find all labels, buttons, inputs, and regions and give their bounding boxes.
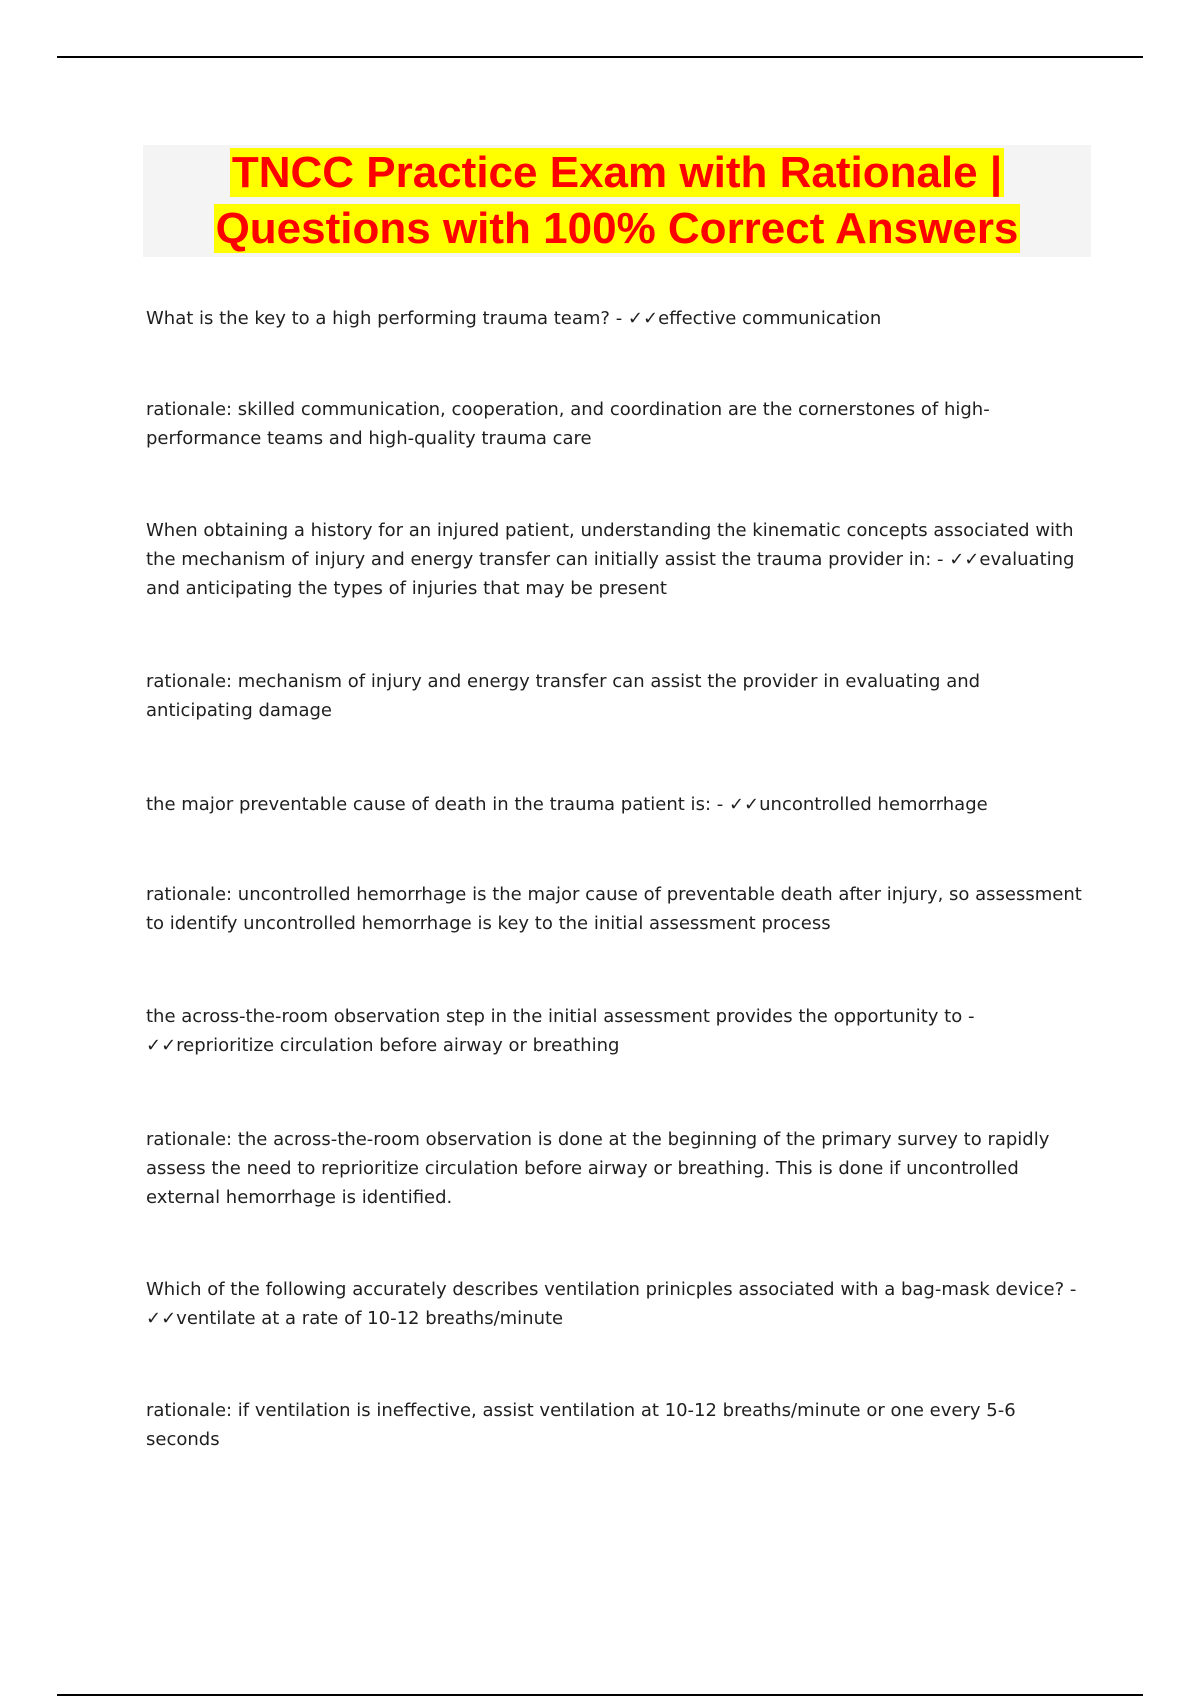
title-line-2-text: Questions with 100% Correct Answers — [215, 204, 1019, 253]
top-rule — [57, 56, 1143, 58]
title-line-2 — [143, 201, 1091, 257]
answer-3-text: uncontrolled hemorrhage — [759, 794, 988, 815]
answer-2-text: evaluating and anticipating the types of injuries that may be present — [146, 549, 1075, 599]
rationale-4: rationale: the across-the-room observation is done at the beginning of the primary survey to rapidly assess the need to reprioritize circulation before airway or breathing. This is done if uncontrolled external hemorrhage is identified. — [146, 1129, 1050, 1208]
answer-4-text: reprioritize circulation before airway or breathing — [176, 1035, 620, 1056]
title-line-1 — [143, 145, 1091, 201]
question-2-text: When obtaining a history for an injured patient, understanding the kinematic concepts associated with the mechanism of injury and energy transfer can initially assist the trauma provider in: - — [146, 520, 1074, 570]
question-4-text: the across-the-room observation step in the initial assessment provides the opportunity to - — [146, 1006, 975, 1027]
question-1-text: What is the key to a high performing trauma team? - — [146, 308, 628, 329]
question-5 — [146, 1275, 1086, 1333]
answer-5-text: ventilate at a rate of 10-12 breaths/minute — [176, 1308, 564, 1329]
rationale-1: rationale: skilled communication, cooperation, and coordination are the cornerstones of high-performance teams and high-quality trauma care — [146, 399, 990, 449]
bottom-rule — [57, 1694, 1143, 1696]
question-2 — [146, 516, 1086, 603]
question-4 — [146, 1002, 1086, 1060]
check-mark-icon: ✓✓ — [949, 549, 980, 570]
question-3 — [146, 790, 1086, 819]
question-1 — [146, 304, 1086, 333]
rationale-3: rationale: uncontrolled hemorrhage is the major cause of preventable death after injury, so assessment to identify uncontrolled hemorrhage is key to the initial assessment process — [146, 884, 1082, 934]
check-mark-icon: ✓✓ — [146, 1035, 177, 1056]
answer-1-text: effective communication — [658, 308, 882, 329]
question-3-text: the major preventable cause of death in the trauma patient is: - — [146, 794, 729, 815]
check-mark-icon: ✓✓ — [627, 308, 659, 329]
document-title — [143, 145, 1091, 257]
title-line-1-text: TNCC Practice Exam with Rationale | — [231, 148, 1003, 197]
rationale-5: rationale: if ventilation is ineffective, assist ventilation at 10-12 breaths/minute or one every 5-6 seconds — [146, 1400, 1016, 1450]
rationale-2: rationale: mechanism of injury and energy transfer can assist the provider in evaluating and anticipating damage — [146, 671, 981, 721]
question-5-text: Which of the following accurately describes ventilation prinicples associated with a bag-mask device? - — [146, 1279, 1077, 1300]
check-mark-icon: ✓✓ — [728, 794, 760, 815]
check-mark-icon: ✓✓ — [146, 1308, 177, 1329]
